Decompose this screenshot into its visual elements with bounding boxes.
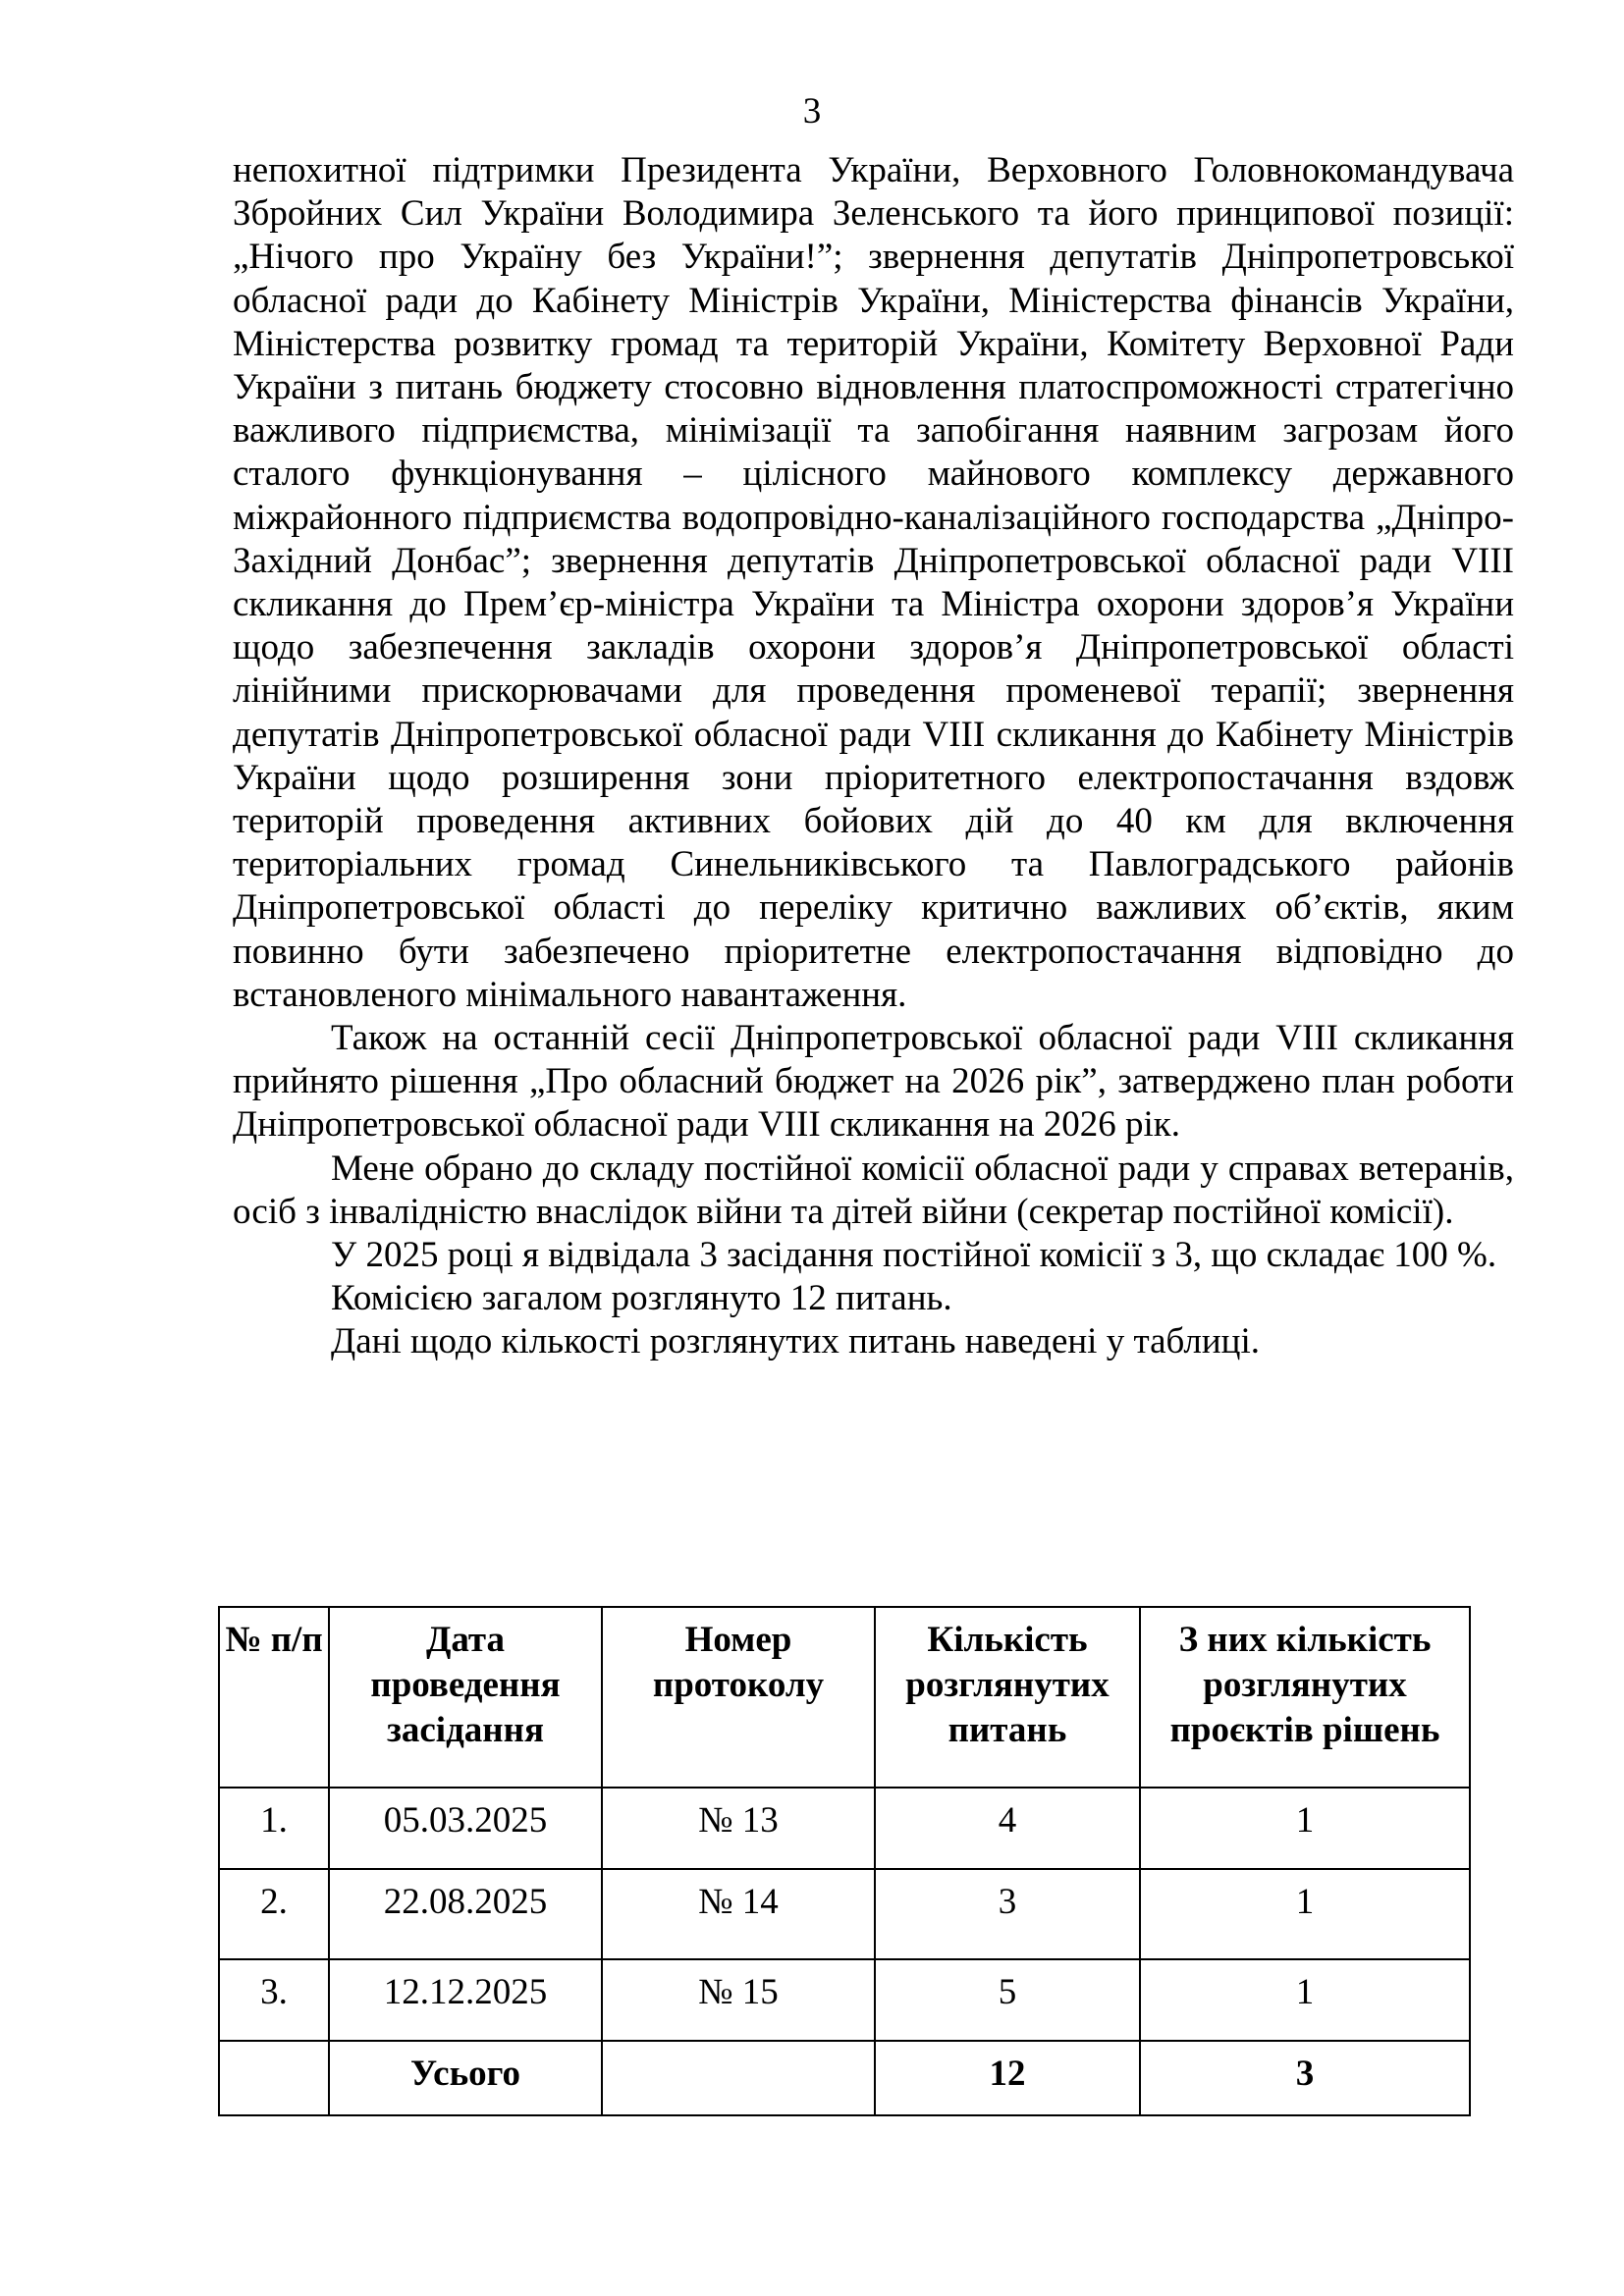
cell-number: 1. xyxy=(219,1788,329,1869)
cell-number xyxy=(219,2041,329,2115)
body-text xyxy=(233,149,1514,1364)
table-row xyxy=(219,1869,1470,1959)
cell-issues-count: 3 xyxy=(875,1869,1140,1959)
table-total-row xyxy=(219,2041,1470,2115)
cell-protocol: № 14 xyxy=(602,1869,875,1959)
paragraph: У 2025 році я відвідала 3 засідання постійної комісії з 3, що складає 100 %. xyxy=(331,1235,1497,1276)
sessions-table xyxy=(218,1606,1471,2116)
cell-draft-decisions: 1 xyxy=(1140,1959,1470,2041)
cell-date: 22.08.2025 xyxy=(329,1869,602,1959)
header-issues-count: Кількість розглянутих питань xyxy=(875,1607,1140,1788)
cell-date: 05.03.2025 xyxy=(329,1788,602,1869)
cell-total-issues: 12 xyxy=(875,2041,1140,2115)
cell-total-label: Усього xyxy=(329,2041,602,2115)
cell-total-draft-decisions: 3 xyxy=(1140,2041,1470,2115)
cell-protocol xyxy=(602,2041,875,2115)
header-date: Дата проведення засідання xyxy=(329,1607,602,1788)
paragraph: Дані щодо кількості розглянутих питань наведені у таблиці. xyxy=(331,1321,1260,1362)
cell-protocol: № 15 xyxy=(602,1959,875,2041)
paragraph: Також на останній сесії Дніпропетровської обласної ради VIII скликання прийнято рішення „Про обласний бюджет на 2026 рік”, затверджено план роботи Дніпропетровської обласної ради VIII скликання на 2026 рік. xyxy=(233,1018,1514,1146)
cell-draft-decisions: 1 xyxy=(1140,1788,1470,1869)
cell-number: 3. xyxy=(219,1959,329,2041)
cell-protocol: № 13 xyxy=(602,1788,875,1869)
cell-number: 2. xyxy=(219,1869,329,1959)
header-draft-decisions: З них кількість розглянутих проєктів рішень xyxy=(1140,1607,1470,1788)
table-row xyxy=(219,1959,1470,2041)
paragraph: Мене обрано до складу постійної комісії обласної ради у справах ветеранів, осіб з інвалідністю внаслідок війни та дітей війни (секретар постійної комісії). xyxy=(233,1148,1514,1232)
cell-draft-decisions: 1 xyxy=(1140,1869,1470,1959)
cell-issues-count: 4 xyxy=(875,1788,1140,1869)
header-protocol: Номер протоколу xyxy=(602,1607,875,1788)
table-row xyxy=(219,1788,1470,1869)
table-header-row xyxy=(219,1607,1470,1788)
cell-date: 12.12.2025 xyxy=(329,1959,602,2041)
header-number: № п/п xyxy=(219,1607,329,1788)
cell-issues-count: 5 xyxy=(875,1959,1140,2041)
page-number: 3 xyxy=(802,91,822,132)
paragraph: Комісією загалом розглянуто 12 питань. xyxy=(331,1278,952,1319)
paragraph: непохитної підтримки Президента України, Верховного Головнокомандувача Збройних Сил України Володимира Зеленського та його принципової позиції: „Нічого про Україну без України!”; звернення депутатів Дніпропетровської обласної ради до Кабінету Міністрів України, Міністерства фінансів України, Міністерства розвитку громад та територій України, Комітету Верховної Ради України з питань бюджету стосовно відновлення платоспроможності стратегічно важливого підприємства, мінімізації та запобігання наявним загрозам його сталого функціонування – цілісного майнового комплексу державного міжрайонного підприємства водопровідно-каналізаційного господарства „Дніпро-Західний Донбас”; звернення депутатів Дніпропетровської обласної ради VIII скликання до Прем’єр-міністра України та Міністра охорони здоров’я України щодо забезпечення закладів охорони здоров’я Дніпропетровської області лінійними прискорювачами для проведення променевої терапії; звернення депутатів Дніпропетровської обласної ради VIII скликання до Кабінету Міністрів України щодо розширення зони пріоритетного електропостачання вздовж територій проведення активних бойових дій до 40 км для включення територіальних громад Синельниківського та Павлоградського районів Дніпропетровської області до переліку критично важливих об’єктів, яким повинно бути забезпечено пріоритетне електропостачання відповідно до встановленого мінімального навантаження. xyxy=(233,150,1514,1015)
